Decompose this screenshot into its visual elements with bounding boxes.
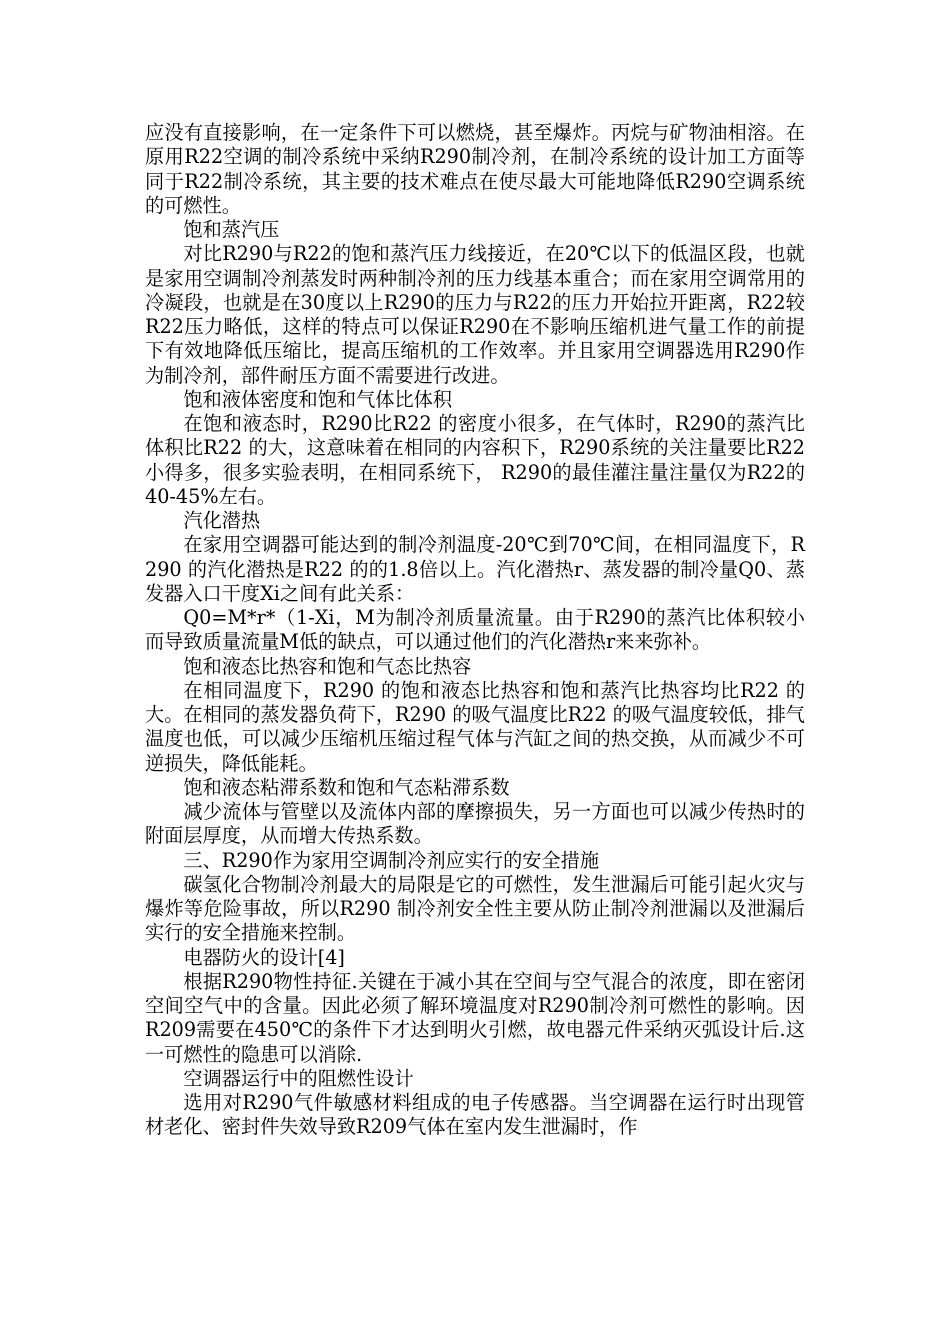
paragraph-vapor-pressure: 对比R290与R22的饱和蒸汽压力线接近，在20℃以下的低温区段，也就是家用空调制冷剂蒸发时两种制冷剂的压力线基本重合；而在家用空调常用的冷凝段，也就是在30度以上R290的压力与R22的压力开始拉开距离，R22较R22压力略低，这样的特点可以保证R290在不影响压缩机进气量工作的前提下有效地降低压缩比，提高压缩机的工作效率。并且家用空调器选用R290作为制冷剂，部件耐压方面不需要进行改进。 [145,242,805,387]
heading-liquid-density-gas-volume: 饱和液体密度和饱和气体比体积 [183,387,453,411]
heading-flame-retardant-design: 空调器运行中的阻燃性设计 [183,1066,414,1090]
paragraph-electrical-fire-design: 根据R290物性持征.关键在于减小其在空间与空气混合的浓度，即在密闭空间空气中的含量。因此必须了解环境温度对R290制冷剂可燃性的影响。因R209需要在450℃的条件下才达到明火引燃，故电器元件采纳灭弧设计后.这一可燃性的隐患可以消除. [145,969,805,1066]
heading-saturated-vapor-pressure: 饱和蒸汽压 [183,218,280,241]
paragraph-sensor: 选用对R290气件敏感材料组成的电子传感器。当空调器在运行时出现管材老化、密封件失效导致R209气体在室内发生泄漏时，作 [145,1091,805,1139]
section-heading-safety-measures: 三、R290作为家用空调制冷剂应实行的安全措施 [183,848,600,872]
paragraph-specific-heat: 在相同温度下，R290 的饱和液态比热容和饱和蒸汽比热容均比R22 的大。在相同的蒸发器负荷下，R290 的吸气温度比R22 的吸气温度较低，排气温度也低，可以减少压缩机压缩过程气体与汽缸之间的热交换，从而减少不可逆损失，降低能耗。 [145,678,805,775]
heading-latent-heat: 汽化潜热 [183,509,261,532]
paragraph-formula: Q0=M*r*（1-Xi，M为制冷剂质量流量。由于R290的蒸汽比体积较小而导致质量流量M低的缺点，可以通过他们的汽化潜热r来来弥补。 [145,606,805,654]
paragraph-intro-continuation: 应没有直接影响，在一定条件下可以燃烧，甚至爆炸。丙烷与矿物油相溶。在原用R22空调的制冷系统中采纳R290制冷剂，在制冷系统的设计加工方面等同于R22制冷系统，其主要的技术难点在使尽最大可能地降低R290空调系统的可燃性。 [145,121,805,217]
body-text [145,121,805,1140]
heading-electrical-fire-design: 电器防火的设计[4] [183,945,345,969]
paragraph-density: 在饱和液态时，R290比R22 的密度小很多，在气体时，R290的蒸汽比体积比R22 的大，这意味着在相同的内容积下，R290系统的关注量要比R22小得多，很多实验表明，在相同系统下， R290的最佳灌注量注量仅为R22的40-45%左右。 [145,412,805,508]
paragraph-viscosity: 减少流体与管壁以及流体内部的摩擦损失，另一方面也可以减少传热时的附面层厚度，从而增大传热系数。 [145,800,805,848]
heading-specific-heat: 饱和液态比热容和饱和气态比热容 [183,654,472,678]
paragraph-latent-heat: 在家用空调器可能达到的制冷剂温度-20℃到70℃间，在相同温度下，R290 的汽化潜热是R22 的的1.8倍以上。汽化潜热r、蒸发器的制冷量Q0、蒸发器入口干度Xi之间有此关系： [145,533,805,605]
heading-viscosity: 饱和液态粘滞系数和饱和气态粘滞系数 [183,775,510,799]
paragraph-flammability: 碳氢化合物制冷剂最大的局限是它的可燃性，发生泄漏后可能引起火灾与爆炸等危险事故，所以R290 制冷剂安全性主要从防止制冷剂泄漏以及泄漏后实行的安全措施来控制。 [145,872,805,945]
